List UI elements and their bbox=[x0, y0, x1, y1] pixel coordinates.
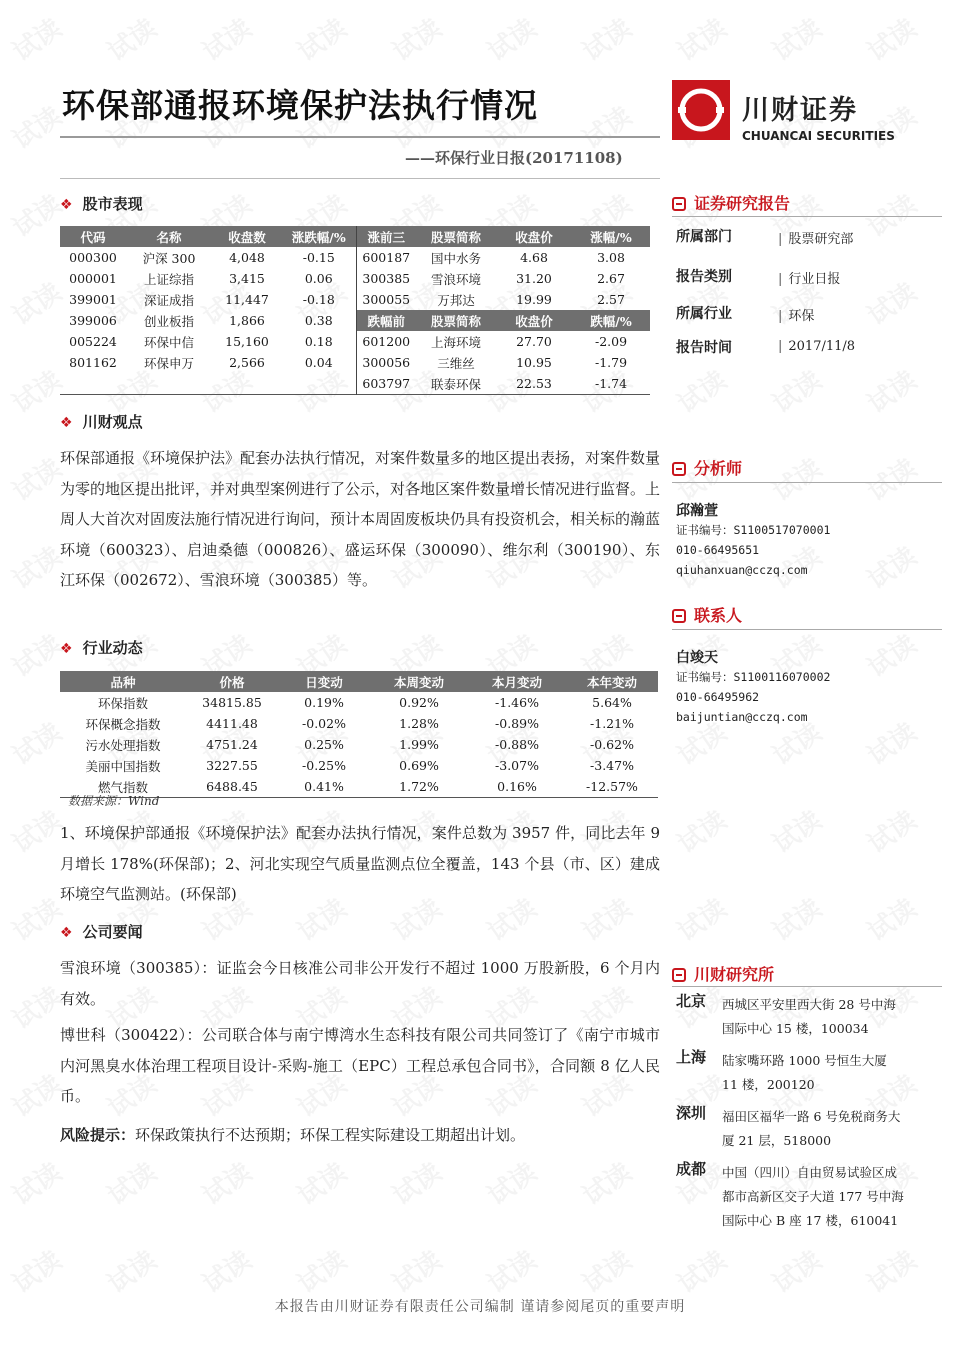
cell-code: 000300 bbox=[69, 250, 117, 265]
section-company-title: 公司要闻 bbox=[82, 923, 143, 941]
watermark-text bbox=[289, 8, 353, 68]
industry-cell: 0.25% bbox=[304, 737, 344, 752]
industry-header-row bbox=[60, 671, 658, 692]
company-logo-icon bbox=[672, 80, 730, 140]
watermark-text bbox=[4, 712, 68, 772]
subtitle-divider bbox=[60, 178, 660, 179]
industry-cell: 0.41% bbox=[304, 779, 344, 794]
watermark-text bbox=[859, 96, 923, 156]
diamond-icon: ❖ bbox=[60, 415, 73, 431]
cell-stock-close: 31.20 bbox=[516, 271, 552, 286]
cell-name: 深证成指 bbox=[143, 292, 194, 308]
cell-stock-code: 300056 bbox=[356, 352, 416, 373]
industry-cell: 燃气指数 bbox=[97, 779, 148, 795]
market-row bbox=[60, 373, 650, 395]
industry-cell: -12.57% bbox=[586, 779, 638, 794]
meta-value-text: 环保 bbox=[788, 309, 815, 324]
cell-stock-name: 三维丝 bbox=[437, 355, 475, 371]
watermark-text bbox=[669, 1240, 733, 1300]
industry-row bbox=[60, 755, 658, 776]
industry-cell: -0.88% bbox=[495, 737, 539, 752]
meta-label: 所属部门 bbox=[676, 229, 732, 245]
watermark-text bbox=[574, 8, 638, 68]
meta-bar: | bbox=[778, 272, 783, 287]
cell-code bbox=[60, 373, 126, 395]
col-gain-pct: 涨幅/% bbox=[572, 226, 650, 247]
office-city: 上海 bbox=[676, 1048, 707, 1066]
watermark-text bbox=[859, 272, 923, 332]
cell-stock-name: 联泰环保 bbox=[430, 376, 481, 392]
industry-row bbox=[60, 692, 658, 713]
institute-icon bbox=[672, 968, 686, 982]
industry-cell: -3.07% bbox=[495, 758, 539, 773]
watermark-text bbox=[859, 712, 923, 772]
col-close: 收盘数 bbox=[212, 226, 282, 247]
meta-value bbox=[778, 339, 855, 354]
risk-text: 环保政策执行不达预期；环保工程实际建设工期超出计划。 bbox=[135, 1126, 526, 1144]
watermark-text bbox=[859, 1240, 923, 1300]
watermark-text bbox=[669, 360, 733, 420]
industry-cell: 6488.45 bbox=[206, 779, 258, 794]
cell-code: 801162 bbox=[69, 355, 117, 370]
watermark-text bbox=[764, 1240, 828, 1300]
cell-close: 4,048 bbox=[229, 250, 265, 265]
analyst-divider bbox=[672, 482, 942, 483]
meta-label: 报告时间 bbox=[676, 340, 732, 356]
report-icon bbox=[672, 197, 686, 211]
contact-icon bbox=[672, 609, 686, 623]
analyst-name: 邱瀚萱 bbox=[676, 503, 718, 519]
watermark-text bbox=[4, 536, 68, 596]
industry-cell: 污水处理指数 bbox=[85, 737, 161, 753]
col-month: 本月变动 bbox=[468, 671, 566, 692]
industry-cell: 环保指数 bbox=[97, 695, 148, 711]
watermark-text bbox=[99, 1240, 163, 1300]
cell-stock-code: 300385 bbox=[356, 268, 416, 289]
industry-cell: 1.72% bbox=[399, 779, 439, 794]
watermark-text bbox=[859, 624, 923, 684]
logo-text-en: CHUANCAI SECURITIES bbox=[742, 129, 895, 143]
section-company bbox=[60, 921, 143, 942]
watermark-text bbox=[194, 1240, 258, 1300]
industry-cell: -0.25% bbox=[302, 758, 346, 773]
watermark-text bbox=[384, 1240, 448, 1300]
col-stock-name: 股票简称 bbox=[416, 226, 496, 247]
col-gainers: 涨前三 bbox=[356, 226, 416, 247]
industry-cell: 4411.48 bbox=[206, 716, 258, 731]
market-table bbox=[60, 226, 650, 395]
industry-row bbox=[60, 734, 658, 755]
industry-cell: 1.28% bbox=[399, 716, 439, 731]
cell-stock-code: 603797 bbox=[356, 373, 416, 395]
industry-cell: -0.62% bbox=[590, 737, 634, 752]
industry-paragraph: 1、环境保护部通报《环境保护法》配套办法执行情况，案件总数为 3957 件，同比去年 9 月增长 178%(环保部)；2、河北实现空气质量监测点位全覆盖，143 个县（市、区）建成环境空气监测站。(环保部) bbox=[60, 824, 660, 903]
watermark-text bbox=[4, 888, 68, 948]
office-city: 北京 bbox=[676, 992, 707, 1010]
cell-stock-chg: 2.57 bbox=[597, 292, 625, 307]
watermark-text bbox=[4, 360, 68, 420]
cell-stock-name: 国中水务 bbox=[430, 250, 481, 266]
industry-cell: -1.46% bbox=[495, 695, 539, 710]
cell-close: 11,447 bbox=[225, 292, 269, 307]
industry-cell: -3.47% bbox=[590, 758, 634, 773]
cell-close: 3,415 bbox=[229, 271, 265, 286]
logo-text-cn: 川财证券 bbox=[742, 95, 858, 126]
report-heading-text: 证券研究报告 bbox=[694, 194, 791, 213]
watermark-text bbox=[289, 1240, 353, 1300]
cell-chg: 0.38 bbox=[304, 313, 333, 328]
watermark-text bbox=[764, 360, 828, 420]
report-divider bbox=[672, 216, 942, 217]
col-change: 涨跌幅/% bbox=[282, 226, 356, 247]
cell-code: 399006 bbox=[69, 313, 117, 328]
cell-name: 环保中信 bbox=[143, 334, 194, 350]
office-address: 福田区福华一路 6 号免税商务大厦 21 层，518000 bbox=[722, 1109, 901, 1148]
cell-stock-code: 601200 bbox=[356, 331, 416, 352]
contact-phone: 010-66495962 bbox=[676, 690, 760, 704]
industry-table bbox=[60, 671, 658, 798]
watermark-text bbox=[669, 800, 733, 860]
diamond-icon: ❖ bbox=[60, 197, 73, 213]
page-subtitle: ——环保行业日报(20171108) bbox=[405, 149, 623, 167]
cell-stock-close: 27.70 bbox=[516, 334, 552, 349]
cell-chg bbox=[282, 373, 356, 395]
watermark-text bbox=[4, 8, 68, 68]
contact-details bbox=[676, 667, 830, 727]
watermark-text bbox=[859, 360, 923, 420]
market-row bbox=[60, 268, 650, 289]
loser-header-2: 收盘价 bbox=[496, 310, 572, 331]
industry-row bbox=[60, 713, 658, 734]
report-heading bbox=[672, 191, 790, 214]
loser-header-3: 跌幅/% bbox=[572, 310, 650, 331]
market-row bbox=[60, 331, 650, 352]
col-code: 代码 bbox=[60, 226, 126, 247]
cell-stock-chg: 3.08 bbox=[597, 250, 625, 265]
watermark-text bbox=[479, 1152, 543, 1212]
industry-cell: 4751.24 bbox=[206, 737, 258, 752]
analyst-phone: 010-66495651 bbox=[676, 543, 760, 557]
meta-value bbox=[778, 228, 853, 247]
section-view-title: 川财观点 bbox=[82, 413, 143, 431]
cell-stock-code: 300055 bbox=[356, 289, 416, 310]
watermark-text bbox=[289, 1152, 353, 1212]
industry-cell: 美丽中国指数 bbox=[85, 758, 161, 774]
market-row bbox=[60, 289, 650, 310]
industry-cell: -1.21% bbox=[590, 716, 634, 731]
cell-code: 000001 bbox=[69, 271, 117, 286]
watermark-text bbox=[859, 8, 923, 68]
section-industry bbox=[60, 637, 143, 658]
watermark-text bbox=[384, 1152, 448, 1212]
cell-stock-close: 22.53 bbox=[516, 376, 552, 391]
cell-stock-chg: -1.79 bbox=[594, 355, 628, 370]
watermark-text bbox=[859, 448, 923, 508]
industry-cell: 34815.85 bbox=[202, 695, 262, 710]
watermark-text bbox=[574, 1240, 638, 1300]
meta-value bbox=[778, 305, 814, 324]
watermark-text bbox=[99, 1152, 163, 1212]
watermark-text bbox=[764, 888, 828, 948]
meta-label: 所属行业 bbox=[676, 306, 732, 322]
cell-code: 005224 bbox=[69, 334, 117, 349]
watermark-text bbox=[194, 1152, 258, 1212]
watermark-text bbox=[859, 184, 923, 244]
industry-cell: 环保概念指数 bbox=[85, 716, 161, 732]
data-source: 数据来源：Wind bbox=[68, 794, 160, 808]
office-city: 深圳 bbox=[676, 1104, 707, 1122]
page-title: 环保部通报环境保护法执行情况 bbox=[62, 86, 538, 125]
industry-cell: -0.02% bbox=[302, 716, 346, 731]
watermark-text bbox=[764, 448, 828, 508]
watermark-text bbox=[764, 800, 828, 860]
watermark-text bbox=[859, 536, 923, 596]
office-address: 西城区平安里西大街 28 号中海国际中心 15 楼，100034 bbox=[722, 997, 896, 1036]
contact-heading bbox=[672, 603, 742, 626]
diamond-icon: ❖ bbox=[60, 925, 73, 941]
cell-close: 2,566 bbox=[229, 355, 265, 370]
watermark-text bbox=[4, 976, 68, 1036]
analyst-heading bbox=[672, 456, 742, 479]
cell-stock-name: 万邦达 bbox=[437, 292, 475, 308]
watermark-text bbox=[4, 624, 68, 684]
cell-chg: 0.06 bbox=[304, 271, 333, 286]
institute-heading bbox=[672, 962, 774, 985]
view-paragraph: 环保部通报《环境保护法》配套办法执行情况，对案件数量多的地区提出表扬，对案件数量为零的地区提出批评，并对典型案例进行了公示，对各地区案件数量增长情况进行监督。上周人大首次对固废法施行情况进行询问，预计本周固废板块仍具有投资机会，相关标的瀚蓝环境（600323）、启迪桑德（000826）、盛运环保（300090）、维尔利（300190）、东江环保（002672）、雪浪环境（300385）等。 bbox=[60, 449, 661, 589]
cell-chg: -0.15 bbox=[302, 250, 335, 265]
page-footer: 本报告由川财证券有限责任公司编制 谨请参阅尾页的重要声明 bbox=[274, 1299, 686, 1315]
section-view bbox=[60, 411, 143, 432]
cell-stock-close: 10.95 bbox=[516, 355, 552, 370]
industry-cell: 0.69% bbox=[399, 758, 439, 773]
watermark-text bbox=[4, 1152, 68, 1212]
cell-name: 环保申万 bbox=[143, 355, 194, 371]
risk-label: 风险提示： bbox=[60, 1126, 136, 1144]
watermark-text bbox=[4, 1240, 68, 1300]
meta-value-text: 股票研究部 bbox=[788, 232, 854, 247]
contact-divider bbox=[672, 629, 942, 630]
col-week: 本周变动 bbox=[370, 671, 468, 692]
watermark-text bbox=[4, 1064, 68, 1124]
cell-code: 399001 bbox=[69, 292, 117, 307]
cell-stock-chg: 2.67 bbox=[597, 271, 625, 286]
cell-stock-name: 雪浪环境 bbox=[430, 271, 481, 287]
office-address: 陆家嘴环路 1000 号恒生大厦 11 楼，200120 bbox=[722, 1053, 887, 1092]
cell-name: 创业板指 bbox=[143, 313, 194, 329]
company-paragraph-2: 博世科（300422）：公司联合体与南宁博湾水生态科技有限公司共同签订了《南宁市城市内河黑臭水体治理工程项目设计-采购-施工（EPC）工程总承包合同书》，合同额 8 亿人民币。 bbox=[60, 1026, 660, 1105]
institute-heading-text: 川财研究所 bbox=[694, 965, 775, 984]
industry-cell: 1.99% bbox=[399, 737, 439, 752]
cell-stock-name: 上海环境 bbox=[430, 334, 481, 350]
watermark-text bbox=[669, 888, 733, 948]
loser-header-1: 股票简称 bbox=[416, 310, 496, 331]
industry-cell: 5.64% bbox=[592, 695, 632, 710]
contact-email[interactable]: baijuntian@cczq.com bbox=[676, 710, 808, 724]
cell-chg: -0.18 bbox=[302, 292, 335, 307]
market-row bbox=[60, 352, 650, 373]
watermark-text bbox=[479, 8, 543, 68]
market-row bbox=[60, 310, 650, 331]
cell-stock-chg: -2.09 bbox=[594, 334, 628, 349]
meta-bar: | bbox=[778, 309, 783, 324]
risk-paragraph bbox=[60, 1120, 660, 1151]
industry-cell: 0.19% bbox=[304, 695, 344, 710]
industry-cell: 0.16% bbox=[497, 779, 537, 794]
watermark-text bbox=[764, 8, 828, 68]
meta-value-text: 行业日报 bbox=[788, 272, 841, 287]
col-stock-close: 收盘价 bbox=[496, 226, 572, 247]
contact-heading-text: 联系人 bbox=[694, 606, 743, 625]
watermark-text bbox=[574, 1152, 638, 1212]
analyst-cert: 证书编号：S1100517070001 bbox=[676, 523, 831, 537]
analyst-details bbox=[676, 520, 830, 580]
watermark-text bbox=[859, 800, 923, 860]
watermark-text bbox=[194, 8, 258, 68]
analyst-icon bbox=[672, 462, 686, 476]
section-industry-title: 行业动态 bbox=[82, 639, 143, 657]
watermark-text bbox=[479, 1240, 543, 1300]
cell-close: 15,160 bbox=[225, 334, 269, 349]
contact-name: 白竣天 bbox=[676, 650, 718, 666]
section-market-title: 股市表现 bbox=[82, 195, 143, 213]
analyst-heading-text: 分析师 bbox=[694, 459, 743, 478]
diamond-icon: ❖ bbox=[60, 641, 73, 657]
cell-name bbox=[126, 373, 212, 395]
watermark-text bbox=[4, 448, 68, 508]
watermark-text bbox=[384, 8, 448, 68]
institute-divider bbox=[672, 986, 942, 987]
col-day: 日变动 bbox=[278, 671, 370, 692]
analyst-email[interactable]: qiuhanxuan@cczq.com bbox=[676, 563, 808, 577]
cell-chg: 0.04 bbox=[304, 355, 333, 370]
meta-bar: | bbox=[778, 232, 783, 247]
watermark-text bbox=[4, 800, 68, 860]
cell-chg: 0.18 bbox=[304, 334, 333, 349]
title-divider bbox=[60, 136, 660, 138]
cell-stock-chg: -1.74 bbox=[594, 376, 628, 391]
industry-cell: -0.89% bbox=[495, 716, 539, 731]
col-year: 本年变动 bbox=[566, 671, 658, 692]
cell-close: 1,866 bbox=[229, 313, 265, 328]
cell-stock-close: 19.99 bbox=[516, 292, 552, 307]
meta-value-text: 2017/11/8 bbox=[788, 339, 856, 354]
market-header-row bbox=[60, 226, 650, 247]
watermark-text bbox=[669, 8, 733, 68]
meta-bar: | bbox=[778, 339, 783, 354]
industry-cell: 0.92% bbox=[399, 695, 439, 710]
watermark-text bbox=[99, 8, 163, 68]
cell-name: 上证综指 bbox=[143, 271, 194, 287]
watermark-text bbox=[4, 184, 68, 244]
office-city: 成都 bbox=[676, 1160, 707, 1178]
market-row bbox=[60, 247, 650, 268]
contact-cert: 证书编号：S1100116070002 bbox=[676, 670, 831, 684]
col-price: 价格 bbox=[186, 671, 278, 692]
section-market bbox=[60, 193, 143, 214]
cell-stock-code: 600187 bbox=[356, 247, 416, 268]
cell-stock-close: 4.68 bbox=[520, 250, 548, 265]
loser-header-0: 跌幅前 bbox=[356, 310, 416, 331]
cell-close bbox=[212, 373, 282, 395]
watermark-text bbox=[859, 888, 923, 948]
industry-cell: 3227.55 bbox=[206, 758, 258, 773]
meta-value bbox=[778, 268, 840, 287]
watermark-text bbox=[4, 96, 68, 156]
office-address: 中国（四川）自由贸易试验区成都市高新区交子大道 177 号中海国际中心 B 座 17 楼，610041 bbox=[722, 1165, 904, 1228]
meta-label: 报告类别 bbox=[676, 269, 732, 285]
company-paragraph-1: 雪浪环境（300385）：证监会今日核准公司非公开发行不超过 1000 万股新股，6 个月内有效。 bbox=[60, 959, 660, 1008]
col-name: 名称 bbox=[126, 226, 212, 247]
col-variety: 品种 bbox=[60, 671, 186, 692]
cell-name: 沪深 300 bbox=[142, 250, 196, 266]
watermark-text bbox=[4, 272, 68, 332]
